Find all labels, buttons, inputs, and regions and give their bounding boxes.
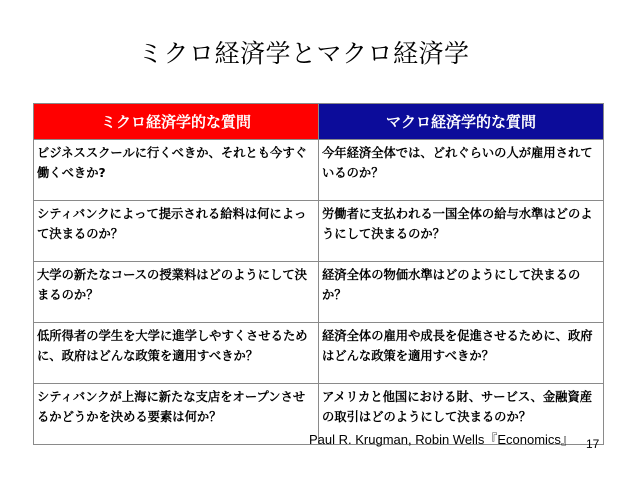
macro-question-cell: 経済全体の雇用や成長を促進させるために、政府はどんな政策を適用すべきか？ [319,323,604,384]
table-header-row [34,104,604,140]
slide-title: ミクロ経済学とマクロ経済学 [138,39,470,68]
table-row [34,323,604,384]
table-row [34,140,604,201]
comparison-table [33,103,604,445]
page-number: 17 [586,437,600,451]
micro-question-cell: ビジネススクールに行くべきか、それとも今すぐ働くべきか? [34,140,319,201]
micro-question-cell: シティバンクが上海に新たな支店をオープンさせるかどうかを決める要素は何か？ [34,384,319,445]
macro-header: マクロ経済学的な質問 [319,104,604,140]
micro-question-cell: 低所得者の学生を大学に進学しやすくさせるために、政府はどんな政策を適用すべきか？ [34,323,319,384]
micro-question-cell: 大学の新たなコースの授業料はどのようにして決まるのか？ [34,262,319,323]
macro-question-cell: アメリカと他国における財、サービス、金融資産の取引はどのようにして決まるのか？ [319,384,604,445]
micro-header: ミクロ経済学的な質問 [34,104,319,140]
macro-question-cell: 労働者に支払われる一国全体の給与水準はどのようにして決まるのか？ [319,201,604,262]
micro-question-cell: シティバンクによって提示される給料は何によって決まるのか？ [34,201,319,262]
table-row [34,201,604,262]
table-row [34,262,604,323]
macro-question-cell: 経済全体の物価水準はどのようにして決まるのか？ [319,262,604,323]
macro-question-cell: 今年経済全体では、どれぐらいの人が雇用されているのか？ [319,140,604,201]
citation: Paul R. Krugman, Robin Wells『Economics』 [309,432,574,447]
